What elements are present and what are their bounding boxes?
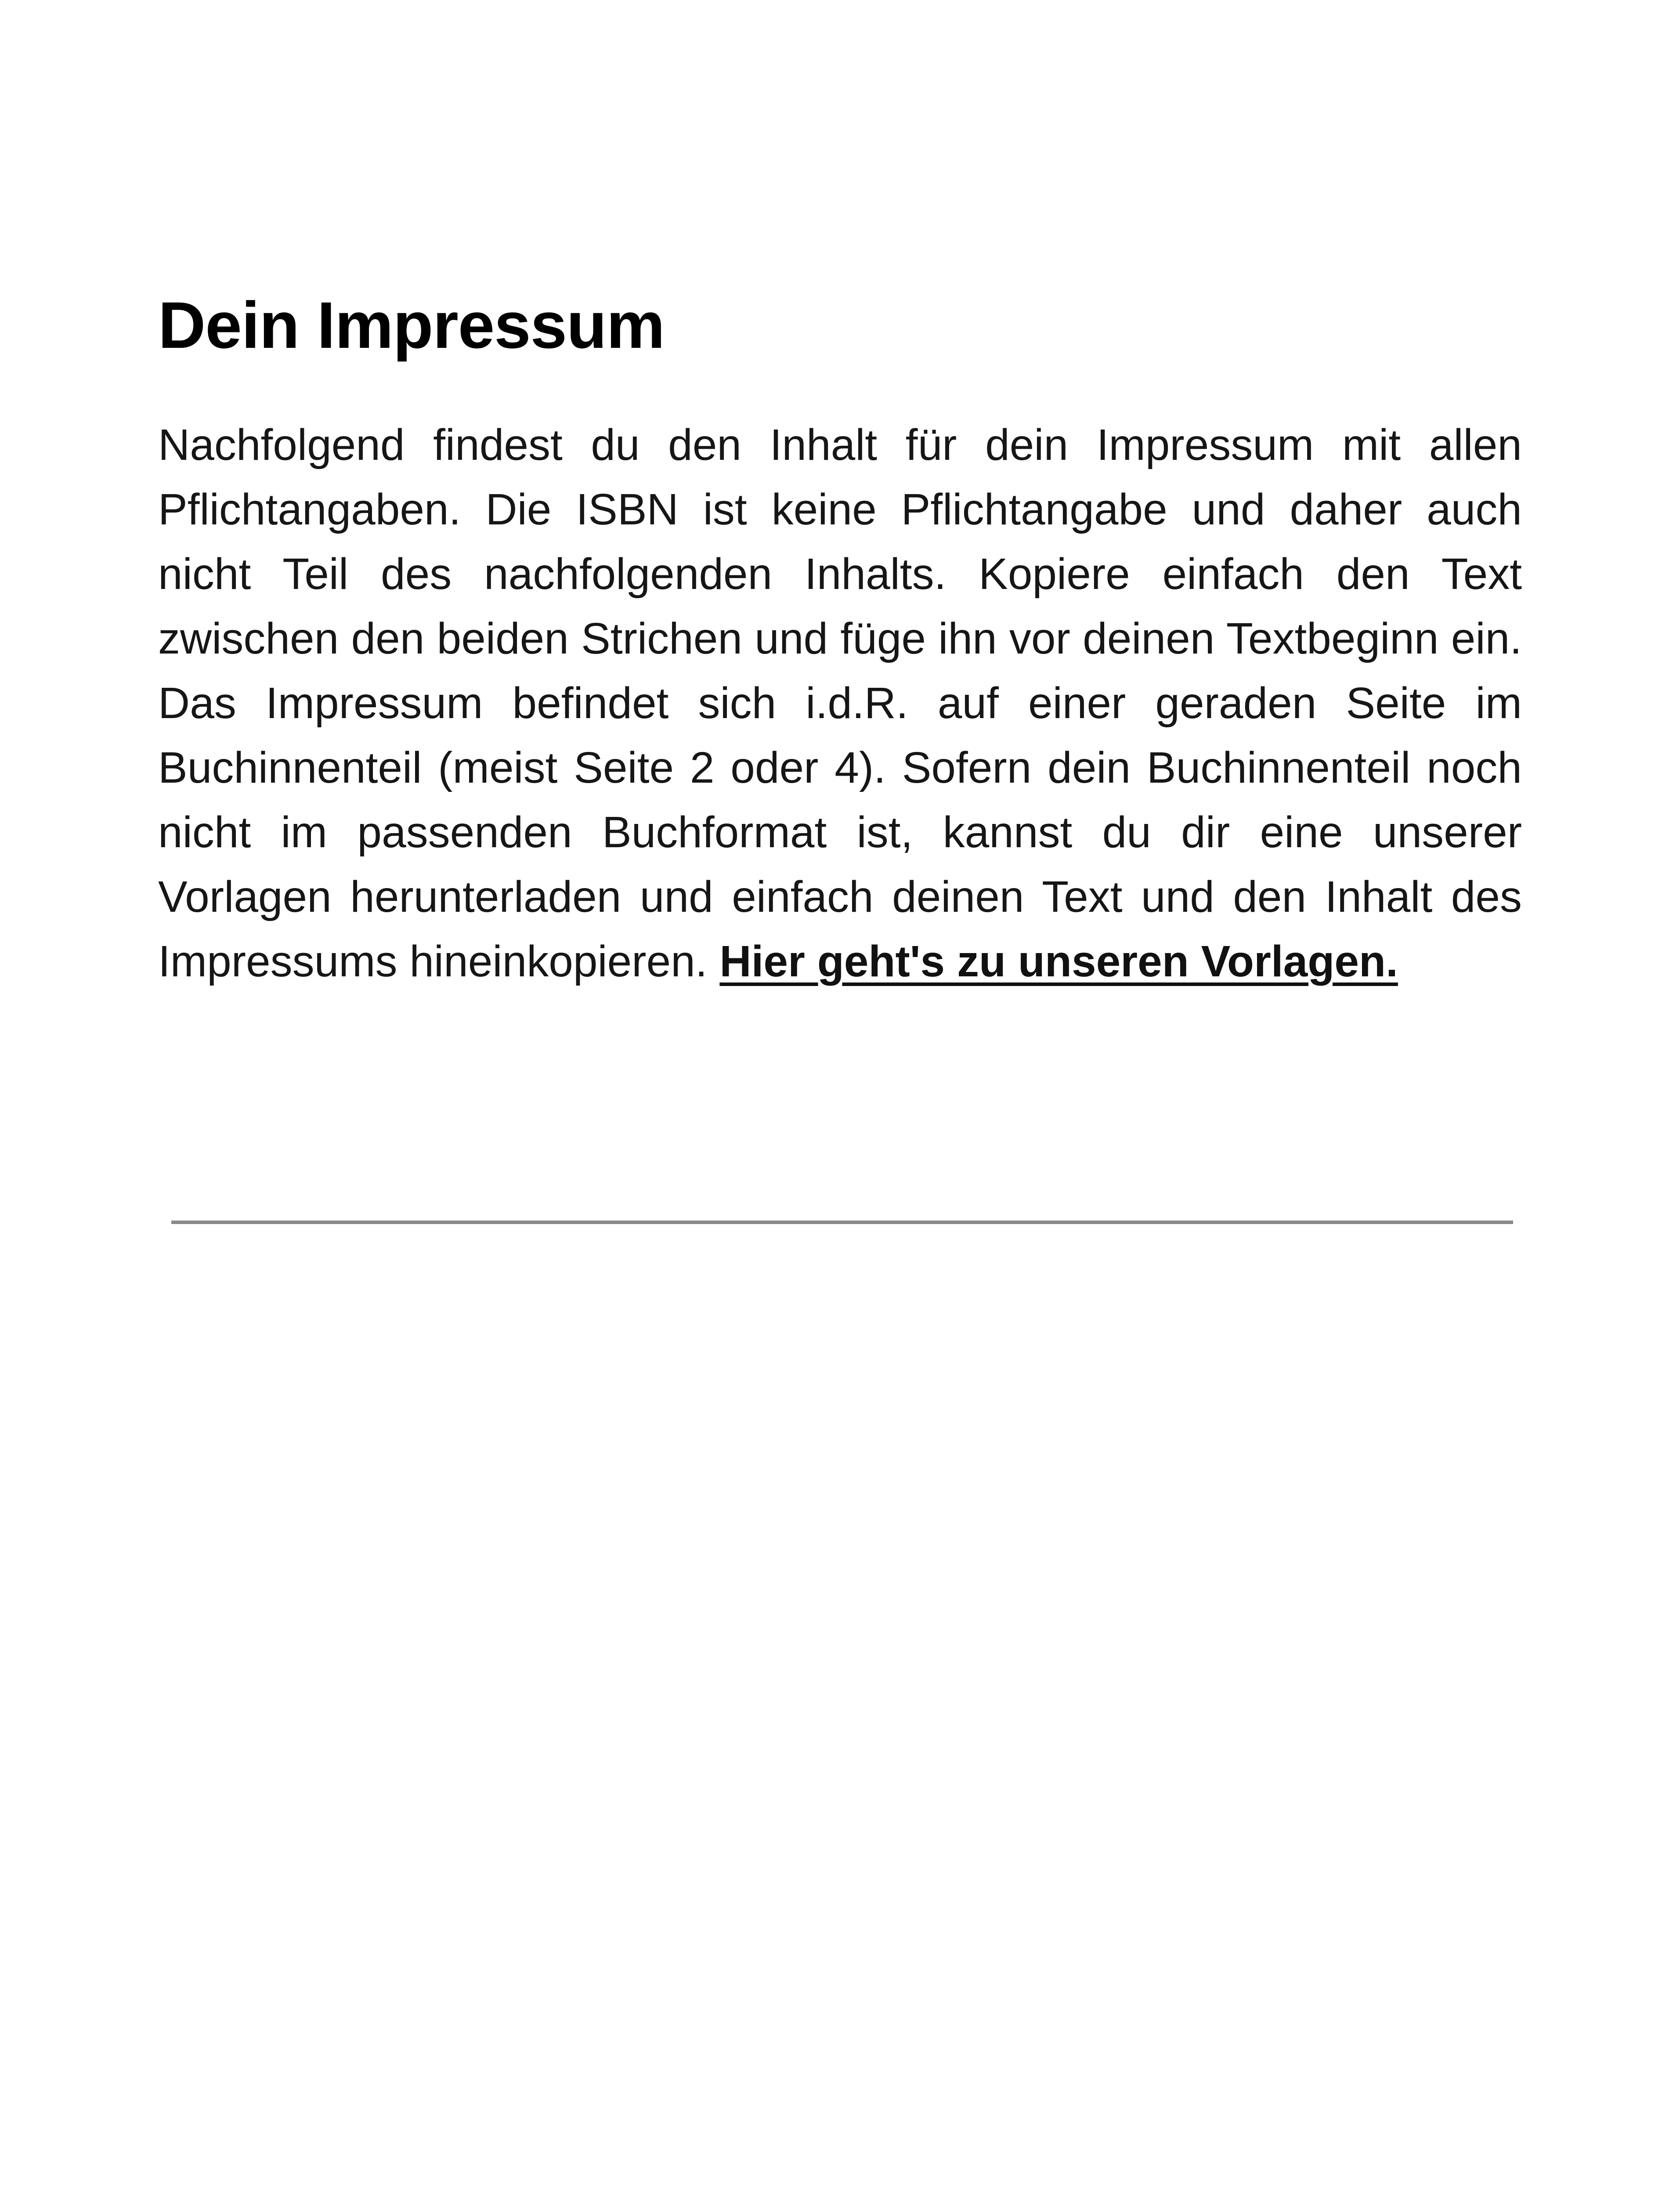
divider-line	[171, 1221, 1513, 1224]
document-content	[158, 281, 1522, 994]
page-title: Dein Impressum	[158, 288, 665, 362]
templates-link[interactable]: Hier geht's zu unseren Vorlagen.	[719, 937, 1398, 986]
intro-paragraph	[158, 413, 1522, 994]
intro-text: Nachfolgend findest du den Inhalt für dein Impressum mit allen Pflichtangaben. Die ISBN ist keine Pflichtangabe und daher auch nicht Teil des nachfolgenden Inhalts. Kopiere einfach den Text zwischen den beiden Strichen und füge ihn vor deinen Textbeginn ein. Das Impressum befindet sich i.d.R. auf einer geraden Seite im Buchinnenteil (meist Seite 2 oder 4). Sofern dein Buchinnenteil noch nicht im passenden Buchformat ist, kannst du dir eine unserer Vorlagen herunterladen und einfach deinen Text und den Inhalt des Impressums hineinkopieren.	[158, 420, 1522, 986]
